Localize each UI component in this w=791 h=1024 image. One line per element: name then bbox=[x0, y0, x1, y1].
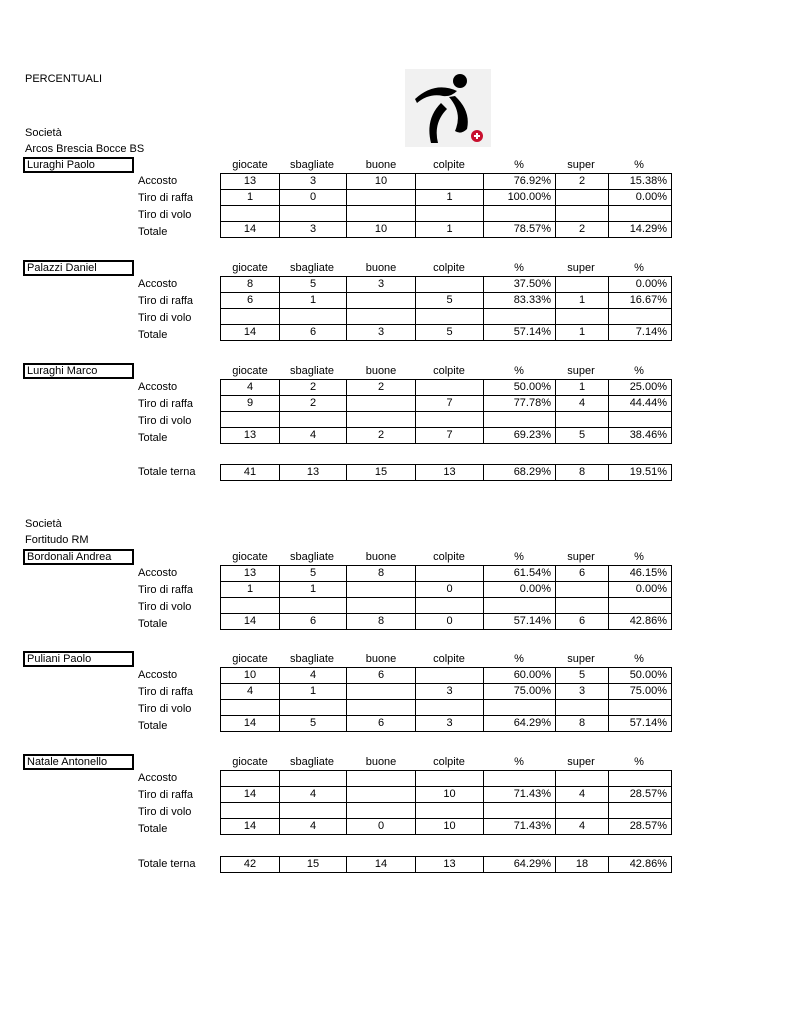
table-cell bbox=[347, 309, 416, 325]
table-cell bbox=[347, 803, 416, 819]
table-row bbox=[221, 819, 672, 835]
player-name: Bordonali Andrea bbox=[23, 549, 134, 565]
table-cell bbox=[221, 412, 280, 428]
table-row bbox=[221, 684, 672, 700]
table-cell: 42.86% bbox=[609, 857, 672, 873]
table-cell: 1 bbox=[280, 684, 347, 700]
table-cell: 4 bbox=[221, 380, 280, 396]
table-cell: 68.29% bbox=[484, 465, 556, 481]
table-cell: 19.51% bbox=[609, 465, 672, 481]
table-row bbox=[221, 396, 672, 412]
column-header: sbagliate bbox=[289, 551, 335, 563]
table-cell: 50.00% bbox=[484, 380, 556, 396]
player-name: Natale Antonello bbox=[23, 754, 134, 770]
player-stats-table bbox=[220, 565, 672, 630]
column-header: % bbox=[634, 159, 644, 171]
table-cell: 3 bbox=[280, 222, 347, 238]
column-header: super bbox=[567, 551, 595, 563]
table-cell bbox=[484, 206, 556, 222]
table-cell: 1 bbox=[416, 222, 484, 238]
table-cell: 69.23% bbox=[484, 428, 556, 444]
table-cell: 83.33% bbox=[484, 293, 556, 309]
table-cell bbox=[280, 309, 347, 325]
player-stats-table bbox=[220, 770, 672, 835]
table-cell bbox=[347, 412, 416, 428]
table-cell: 7 bbox=[416, 428, 484, 444]
table-cell: 8 bbox=[556, 716, 609, 732]
table-cell bbox=[416, 309, 484, 325]
table-cell bbox=[280, 803, 347, 819]
table-row bbox=[221, 598, 672, 614]
table-row bbox=[221, 277, 672, 293]
table-cell bbox=[280, 598, 347, 614]
table-cell: 6 bbox=[556, 566, 609, 582]
table-cell: 2 bbox=[556, 174, 609, 190]
table-cell bbox=[556, 582, 609, 598]
table-cell: 4 bbox=[280, 668, 347, 684]
table-cell bbox=[556, 700, 609, 716]
table-cell: 64.29% bbox=[484, 716, 556, 732]
terna-total-table bbox=[220, 464, 672, 481]
column-header: buone bbox=[365, 262, 397, 274]
table-cell: 13 bbox=[221, 566, 280, 582]
table-row bbox=[221, 325, 672, 341]
team-name: Fortitudo RM bbox=[25, 534, 89, 546]
table-cell bbox=[347, 190, 416, 206]
table-cell: 28.57% bbox=[609, 787, 672, 803]
player-name: Luraghi Paolo bbox=[23, 157, 134, 173]
row-label: Tiro di volo bbox=[138, 601, 192, 613]
societa-label: Società bbox=[25, 518, 62, 530]
table-row bbox=[221, 700, 672, 716]
table-cell: 8 bbox=[347, 566, 416, 582]
column-header: giocate bbox=[232, 756, 268, 768]
table-cell bbox=[416, 174, 484, 190]
table-cell: 37.50% bbox=[484, 277, 556, 293]
column-header: % bbox=[514, 653, 524, 665]
player-stats-table bbox=[220, 276, 672, 341]
table-cell: 6 bbox=[347, 668, 416, 684]
table-cell bbox=[484, 412, 556, 428]
row-label: Tiro di raffa bbox=[138, 295, 194, 307]
table-cell: 61.54% bbox=[484, 566, 556, 582]
table-cell: 5 bbox=[280, 566, 347, 582]
column-header: giocate bbox=[232, 653, 268, 665]
bocce-player-icon bbox=[405, 69, 491, 147]
table-cell: 14.29% bbox=[609, 222, 672, 238]
table-cell: 15 bbox=[347, 465, 416, 481]
player-stats-table bbox=[220, 379, 672, 444]
table-cell bbox=[609, 700, 672, 716]
column-header: % bbox=[514, 756, 524, 768]
column-header: % bbox=[514, 365, 524, 377]
table-cell: 2 bbox=[556, 222, 609, 238]
table-cell: 3 bbox=[416, 716, 484, 732]
column-header: buone bbox=[365, 159, 397, 171]
table-cell: 3 bbox=[416, 684, 484, 700]
table-cell bbox=[416, 668, 484, 684]
table-cell: 75.00% bbox=[484, 684, 556, 700]
table-cell: 25.00% bbox=[609, 380, 672, 396]
table-cell bbox=[556, 771, 609, 787]
table-cell: 7 bbox=[416, 396, 484, 412]
column-header: super bbox=[567, 262, 595, 274]
column-header: giocate bbox=[232, 365, 268, 377]
column-header: giocate bbox=[232, 551, 268, 563]
table-cell: 42.86% bbox=[609, 614, 672, 630]
table-cell: 75.00% bbox=[609, 684, 672, 700]
table-cell bbox=[484, 803, 556, 819]
terna-label: Totale terna bbox=[138, 466, 196, 478]
player-stats-table bbox=[220, 173, 672, 238]
column-header: colpite bbox=[433, 365, 465, 377]
table-cell: 0 bbox=[416, 614, 484, 630]
table-cell: 71.43% bbox=[484, 819, 556, 835]
table-cell: 3 bbox=[347, 325, 416, 341]
column-header: super bbox=[567, 756, 595, 768]
column-header: buone bbox=[365, 365, 397, 377]
column-header: % bbox=[514, 262, 524, 274]
table-cell bbox=[609, 803, 672, 819]
column-header: super bbox=[567, 365, 595, 377]
terna-total-table bbox=[220, 856, 672, 873]
table-cell bbox=[280, 412, 347, 428]
table-cell bbox=[221, 309, 280, 325]
column-header: % bbox=[514, 551, 524, 563]
table-cell bbox=[347, 771, 416, 787]
table-cell: 4 bbox=[556, 819, 609, 835]
societa-label: Società bbox=[25, 127, 62, 139]
table-cell bbox=[347, 598, 416, 614]
table-cell bbox=[556, 190, 609, 206]
table-cell: 0.00% bbox=[609, 582, 672, 598]
column-header: colpite bbox=[433, 262, 465, 274]
table-cell bbox=[347, 206, 416, 222]
table-cell: 1 bbox=[556, 380, 609, 396]
table-cell: 76.92% bbox=[484, 174, 556, 190]
table-cell: 7.14% bbox=[609, 325, 672, 341]
table-cell: 2 bbox=[347, 428, 416, 444]
table-cell: 10 bbox=[221, 668, 280, 684]
table-cell bbox=[484, 700, 556, 716]
table-cell bbox=[556, 206, 609, 222]
table-row bbox=[221, 380, 672, 396]
table-row bbox=[221, 771, 672, 787]
table-cell: 5 bbox=[556, 668, 609, 684]
column-header: colpite bbox=[433, 551, 465, 563]
table-cell: 57.14% bbox=[484, 325, 556, 341]
table-row bbox=[221, 206, 672, 222]
table-cell bbox=[416, 412, 484, 428]
table-cell: 5 bbox=[280, 716, 347, 732]
table-cell bbox=[609, 309, 672, 325]
row-label: Tiro di volo bbox=[138, 806, 192, 818]
table-cell: 14 bbox=[347, 857, 416, 873]
row-label: Tiro di raffa bbox=[138, 192, 194, 204]
table-cell: 1 bbox=[416, 190, 484, 206]
table-cell bbox=[416, 598, 484, 614]
table-cell bbox=[221, 598, 280, 614]
row-label: Tiro di raffa bbox=[138, 584, 194, 596]
table-cell: 0.00% bbox=[609, 190, 672, 206]
table-cell: 57.14% bbox=[484, 614, 556, 630]
column-header: sbagliate bbox=[289, 262, 335, 274]
table-cell: 57.14% bbox=[609, 716, 672, 732]
row-label: Tiro di volo bbox=[138, 209, 192, 221]
column-header: % bbox=[634, 756, 644, 768]
table-cell: 42 bbox=[221, 857, 280, 873]
terna-label: Totale terna bbox=[138, 858, 196, 870]
column-header: buone bbox=[365, 756, 397, 768]
column-header: % bbox=[634, 262, 644, 274]
table-cell bbox=[484, 309, 556, 325]
table-cell: 0.00% bbox=[484, 582, 556, 598]
table-cell bbox=[416, 771, 484, 787]
table-cell bbox=[347, 582, 416, 598]
table-cell bbox=[347, 293, 416, 309]
table-row bbox=[221, 582, 672, 598]
row-label: Accosto bbox=[138, 669, 178, 681]
table-cell: 1 bbox=[221, 190, 280, 206]
table-cell: 1 bbox=[280, 582, 347, 598]
table-cell: 44.44% bbox=[609, 396, 672, 412]
table-row bbox=[221, 803, 672, 819]
table-row bbox=[221, 174, 672, 190]
table-cell: 38.46% bbox=[609, 428, 672, 444]
column-header: sbagliate bbox=[289, 365, 335, 377]
column-header: buone bbox=[365, 551, 397, 563]
table-cell: 4 bbox=[280, 819, 347, 835]
table-cell: 4 bbox=[280, 428, 347, 444]
table-cell: 1 bbox=[556, 325, 609, 341]
table-cell bbox=[609, 412, 672, 428]
table-cell: 14 bbox=[221, 819, 280, 835]
table-cell bbox=[556, 309, 609, 325]
table-cell: 64.29% bbox=[484, 857, 556, 873]
table-cell bbox=[556, 412, 609, 428]
row-label: Accosto bbox=[138, 175, 178, 187]
table-cell: 3 bbox=[347, 277, 416, 293]
table-cell: 3 bbox=[280, 174, 347, 190]
table-row bbox=[221, 668, 672, 684]
table-row bbox=[221, 566, 672, 582]
table-row bbox=[221, 309, 672, 325]
table-cell: 4 bbox=[556, 787, 609, 803]
table-cell: 14 bbox=[221, 222, 280, 238]
table-row bbox=[221, 293, 672, 309]
table-cell: 1 bbox=[556, 293, 609, 309]
table-cell bbox=[280, 700, 347, 716]
table-cell: 4 bbox=[556, 396, 609, 412]
table-cell bbox=[484, 598, 556, 614]
table-cell: 0.00% bbox=[609, 277, 672, 293]
table-cell bbox=[484, 771, 556, 787]
table-cell bbox=[280, 206, 347, 222]
row-label: Tiro di volo bbox=[138, 703, 192, 715]
table-row bbox=[221, 190, 672, 206]
table-cell: 15.38% bbox=[609, 174, 672, 190]
table-cell: 5 bbox=[416, 325, 484, 341]
table-cell: 6 bbox=[221, 293, 280, 309]
row-label: Tiro di raffa bbox=[138, 789, 194, 801]
column-header: sbagliate bbox=[289, 653, 335, 665]
column-header: % bbox=[634, 551, 644, 563]
table-cell: 8 bbox=[556, 465, 609, 481]
table-cell: 13 bbox=[221, 174, 280, 190]
table-cell: 1 bbox=[221, 582, 280, 598]
table-cell: 15 bbox=[280, 857, 347, 873]
table-cell bbox=[556, 598, 609, 614]
table-cell: 60.00% bbox=[484, 668, 556, 684]
row-label: Tiro di raffa bbox=[138, 398, 194, 410]
column-header: colpite bbox=[433, 653, 465, 665]
table-row bbox=[221, 412, 672, 428]
column-header: sbagliate bbox=[289, 756, 335, 768]
table-cell bbox=[416, 380, 484, 396]
column-header: buone bbox=[365, 653, 397, 665]
table-cell: 1 bbox=[280, 293, 347, 309]
table-row bbox=[221, 716, 672, 732]
table-cell: 2 bbox=[280, 380, 347, 396]
table-cell bbox=[347, 700, 416, 716]
table-cell: 6 bbox=[280, 325, 347, 341]
table-cell bbox=[556, 277, 609, 293]
table-row bbox=[221, 857, 672, 873]
player-stats-table bbox=[220, 667, 672, 732]
column-header: super bbox=[567, 159, 595, 171]
table-cell: 14 bbox=[221, 614, 280, 630]
table-cell: 18 bbox=[556, 857, 609, 873]
column-header: giocate bbox=[232, 159, 268, 171]
table-cell: 4 bbox=[221, 684, 280, 700]
table-cell: 5 bbox=[416, 293, 484, 309]
row-label: Accosto bbox=[138, 772, 178, 784]
table-cell bbox=[347, 684, 416, 700]
row-label: Accosto bbox=[138, 278, 178, 290]
table-cell bbox=[416, 566, 484, 582]
row-label: Totale bbox=[138, 618, 168, 630]
table-cell bbox=[221, 803, 280, 819]
table-cell: 0 bbox=[280, 190, 347, 206]
table-cell bbox=[221, 206, 280, 222]
table-cell: 46.15% bbox=[609, 566, 672, 582]
table-cell bbox=[280, 771, 347, 787]
row-label: Totale bbox=[138, 226, 168, 238]
table-cell: 0 bbox=[347, 819, 416, 835]
row-label: Tiro di volo bbox=[138, 312, 192, 324]
row-label: Totale bbox=[138, 329, 168, 341]
table-cell: 50.00% bbox=[609, 668, 672, 684]
table-row bbox=[221, 222, 672, 238]
row-label: Accosto bbox=[138, 567, 178, 579]
table-cell: 10 bbox=[347, 174, 416, 190]
column-header: % bbox=[514, 159, 524, 171]
table-cell bbox=[609, 771, 672, 787]
table-cell: 14 bbox=[221, 787, 280, 803]
table-cell: 41 bbox=[221, 465, 280, 481]
team-name: Arcos Brescia Bocce BS bbox=[25, 143, 145, 155]
table-cell: 16.67% bbox=[609, 293, 672, 309]
table-cell bbox=[416, 803, 484, 819]
table-cell: 3 bbox=[556, 684, 609, 700]
row-label: Tiro di raffa bbox=[138, 686, 194, 698]
table-cell: 2 bbox=[280, 396, 347, 412]
table-cell bbox=[221, 700, 280, 716]
table-cell: 13 bbox=[280, 465, 347, 481]
table-cell bbox=[609, 598, 672, 614]
table-cell: 4 bbox=[280, 787, 347, 803]
table-cell: 13 bbox=[416, 857, 484, 873]
table-cell bbox=[221, 771, 280, 787]
column-header: % bbox=[634, 365, 644, 377]
table-cell bbox=[347, 787, 416, 803]
table-cell: 6 bbox=[280, 614, 347, 630]
table-row bbox=[221, 428, 672, 444]
table-cell: 0 bbox=[416, 582, 484, 598]
row-label: Accosto bbox=[138, 381, 178, 393]
table-cell bbox=[416, 700, 484, 716]
table-cell: 13 bbox=[416, 465, 484, 481]
row-label: Totale bbox=[138, 432, 168, 444]
table-cell bbox=[609, 206, 672, 222]
table-cell: 6 bbox=[347, 716, 416, 732]
player-name: Puliani Paolo bbox=[23, 651, 134, 667]
table-cell: 5 bbox=[280, 277, 347, 293]
table-cell: 10 bbox=[347, 222, 416, 238]
row-label: Totale bbox=[138, 823, 168, 835]
column-header: % bbox=[634, 653, 644, 665]
page-title: PERCENTUALI bbox=[25, 73, 103, 85]
table-cell: 6 bbox=[556, 614, 609, 630]
table-cell bbox=[347, 396, 416, 412]
table-cell: 8 bbox=[347, 614, 416, 630]
column-header: colpite bbox=[433, 756, 465, 768]
table-cell: 14 bbox=[221, 325, 280, 341]
table-cell: 9 bbox=[221, 396, 280, 412]
table-cell: 5 bbox=[556, 428, 609, 444]
table-cell: 14 bbox=[221, 716, 280, 732]
table-cell: 13 bbox=[221, 428, 280, 444]
table-cell: 28.57% bbox=[609, 819, 672, 835]
column-header: giocate bbox=[232, 262, 268, 274]
table-row bbox=[221, 787, 672, 803]
row-label: Tiro di volo bbox=[138, 415, 192, 427]
table-cell: 100.00% bbox=[484, 190, 556, 206]
table-cell: 71.43% bbox=[484, 787, 556, 803]
table-row bbox=[221, 465, 672, 481]
table-cell: 10 bbox=[416, 787, 484, 803]
table-cell: 8 bbox=[221, 277, 280, 293]
row-label: Totale bbox=[138, 720, 168, 732]
table-cell bbox=[416, 206, 484, 222]
table-cell bbox=[416, 277, 484, 293]
table-cell: 77.78% bbox=[484, 396, 556, 412]
table-cell bbox=[556, 803, 609, 819]
column-header: colpite bbox=[433, 159, 465, 171]
table-cell: 78.57% bbox=[484, 222, 556, 238]
column-header: super bbox=[567, 653, 595, 665]
table-row bbox=[221, 614, 672, 630]
player-name: Luraghi Marco bbox=[23, 363, 134, 379]
table-cell: 10 bbox=[416, 819, 484, 835]
table-cell: 2 bbox=[347, 380, 416, 396]
player-name: Palazzi Daniel bbox=[23, 260, 134, 276]
column-header: sbagliate bbox=[289, 159, 335, 171]
